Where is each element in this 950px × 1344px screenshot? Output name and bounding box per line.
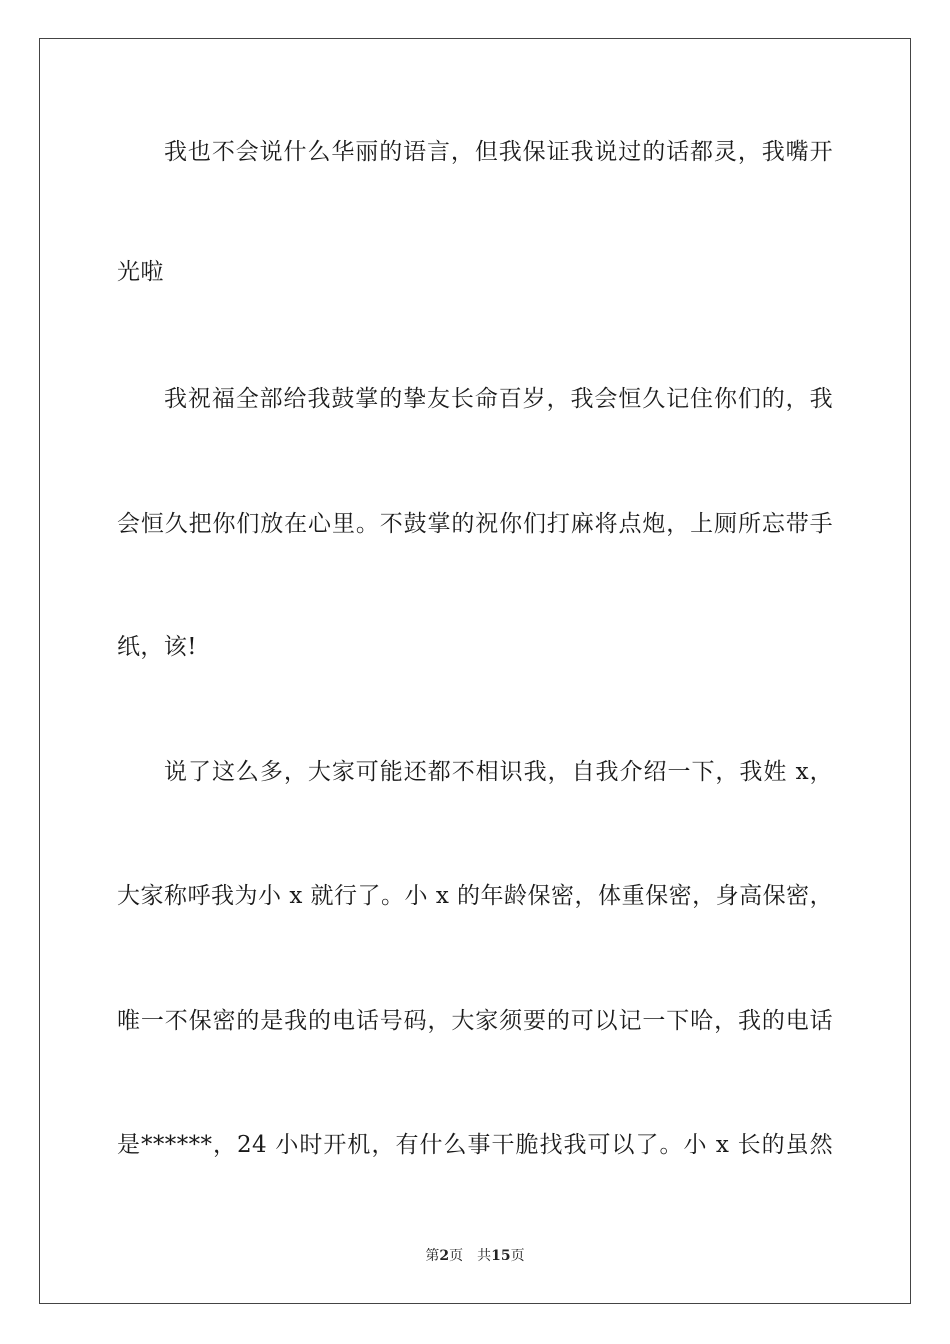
text-line-9: 是******，24 小时开机，有什么事干脆找我可以了。小 x 长的虽然 bbox=[117, 1132, 833, 1158]
text-line-8: 唯一不保密的是我的电话号码，大家须要的可以记一下哈，我的电话 bbox=[117, 1008, 833, 1034]
page-footer bbox=[0, 1247, 950, 1265]
text-line-4: 会恒久把你们放在心里。不鼓掌的祝你们打麻将点炮，上厕所忘带手 bbox=[117, 511, 833, 537]
text-line-2: 光啦 bbox=[117, 259, 164, 285]
text-line-5: 纸，该! bbox=[117, 634, 197, 660]
text-line-3: 我祝福全部给我鼓掌的挚友长命百岁，我会恒久记住你们的，我 bbox=[164, 386, 833, 412]
text-line-6: 说了这么多，大家可能还都不相识我，自我介绍一下，我姓 x， bbox=[164, 759, 833, 785]
total-pages: 15 bbox=[491, 1248, 511, 1264]
total-suffix: 页 bbox=[510, 1248, 525, 1264]
total-prefix: 共 bbox=[477, 1248, 492, 1264]
page-suffix: 页 bbox=[449, 1248, 464, 1264]
page-prefix: 第 bbox=[425, 1248, 440, 1264]
page-number: 2 bbox=[439, 1248, 450, 1264]
page-frame bbox=[39, 38, 911, 1304]
text-line-1: 我也不会说什么华丽的语言，但我保证我说过的话都灵，我嘴开 bbox=[164, 139, 833, 165]
text-line-7: 大家称呼我为小 x 就行了。小 x 的年龄保密，体重保密，身高保密， bbox=[117, 883, 833, 909]
